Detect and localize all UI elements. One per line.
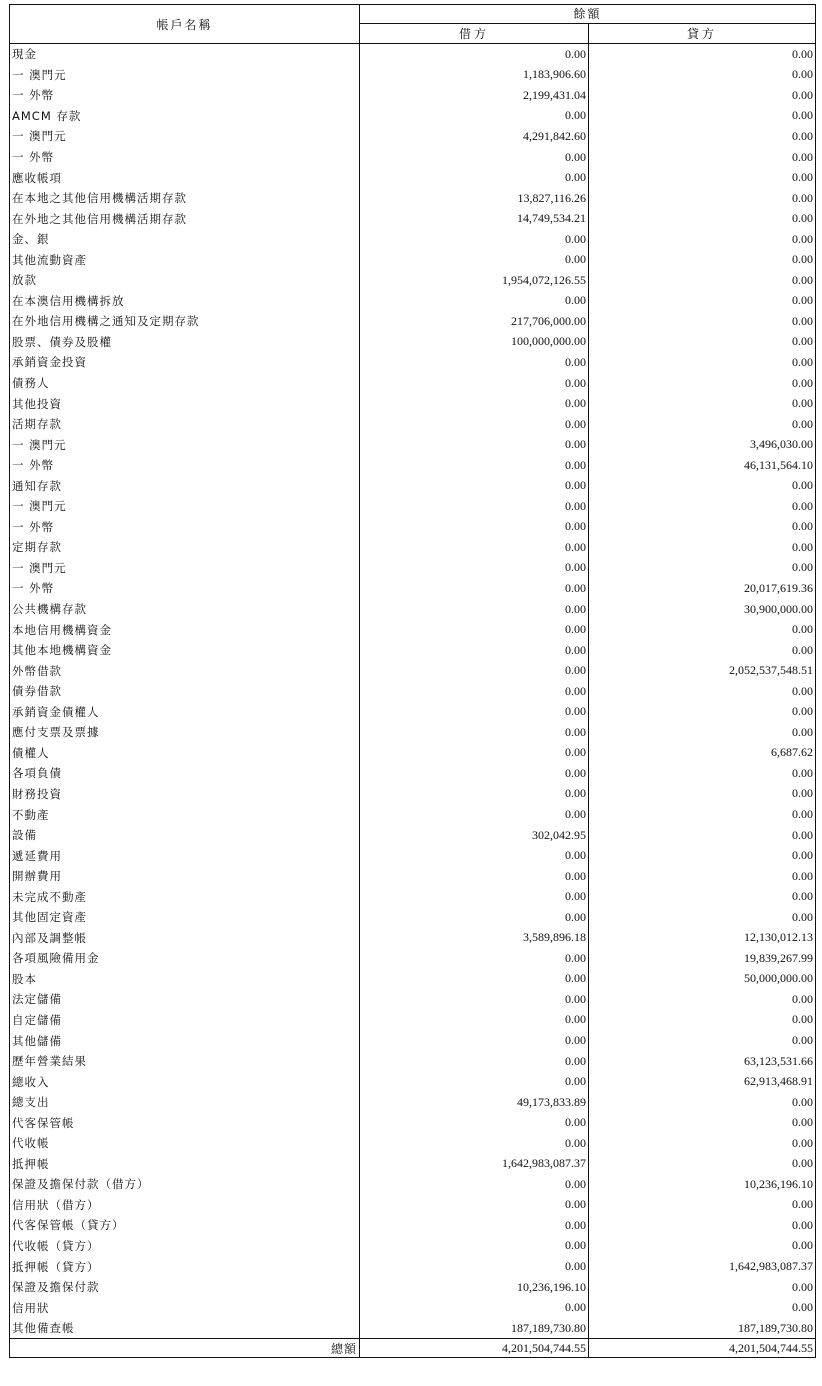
credit-value: 0.00: [589, 65, 816, 86]
credit-value: 0.00: [589, 517, 816, 538]
debit-value: 0.00: [360, 681, 589, 702]
credit-value: 0.00: [589, 373, 816, 394]
debit-value: 0.00: [360, 763, 589, 784]
credit-value: 3,496,030.00: [589, 434, 816, 455]
credit-value: 0.00: [589, 907, 816, 928]
debit-value: 1,642,983,087.37: [360, 1154, 589, 1175]
credit-value: 0.00: [589, 1277, 816, 1298]
account-name: 代收帳（貸方）: [10, 1236, 360, 1257]
account-name: 自定儲備: [10, 1010, 360, 1031]
debit-value: 0.00: [360, 167, 589, 188]
credit-value: 6,687.62: [589, 743, 816, 764]
table-row: [10, 455, 816, 476]
debit-value: 0.00: [360, 640, 589, 661]
debit-value: 0.00: [360, 44, 589, 65]
table-row: [10, 188, 816, 209]
credit-value: 50,000,000.00: [589, 969, 816, 990]
debit-value: 0.00: [360, 989, 589, 1010]
table-row: [10, 311, 816, 332]
debit-value: 14,749,534.21: [360, 208, 589, 229]
table-row: [10, 1318, 816, 1339]
table-row: [10, 619, 816, 640]
debit-value: 0.00: [360, 393, 589, 414]
account-name: 債務人: [10, 373, 360, 394]
account-name: 總收入: [10, 1071, 360, 1092]
credit-value: 12,130,012.13: [589, 928, 816, 949]
credit-value: 0.00: [589, 763, 816, 784]
account-name: 其他本地機構資金: [10, 640, 360, 661]
account-name: 應付支票及票據: [10, 722, 360, 743]
totals-row: [10, 1339, 816, 1358]
account-name: 設備: [10, 825, 360, 846]
table-row: [10, 743, 816, 764]
account-name: 其他備查帳: [10, 1318, 360, 1339]
debit-value: 0.00: [360, 249, 589, 270]
account-name: 在外地之其他信用機構活期存款: [10, 208, 360, 229]
account-name: 活期存款: [10, 414, 360, 435]
debit-value: 0.00: [360, 1297, 589, 1318]
credit-value: 0.00: [589, 352, 816, 373]
account-name: 未完成不動產: [10, 886, 360, 907]
debit-value: 0.00: [360, 599, 589, 620]
account-name: AMCM 存款: [10, 106, 360, 127]
credit-value: 0.00: [589, 208, 816, 229]
debit-value: 10,236,196.10: [360, 1277, 589, 1298]
credit-value: 0.00: [589, 866, 816, 887]
credit-value: 0.00: [589, 537, 816, 558]
credit-value: 0.00: [589, 681, 816, 702]
debit-value: 0.00: [360, 743, 589, 764]
account-name: 歷年營業結果: [10, 1051, 360, 1072]
account-name: 一 外幣: [10, 517, 360, 538]
account-name: 一 外幣: [10, 455, 360, 476]
account-name: 抵押帳（貸方）: [10, 1256, 360, 1277]
debit-value: 0.00: [360, 1010, 589, 1031]
account-name: 放款: [10, 270, 360, 291]
account-name: 代收帳: [10, 1133, 360, 1154]
table-row: [10, 1030, 816, 1051]
debit-header: 借方: [360, 23, 589, 43]
account-name-header: 帳戶名稱: [10, 5, 360, 44]
debit-value: 0.00: [360, 845, 589, 866]
debit-value: 4,291,842.60: [360, 126, 589, 147]
table-row: [10, 640, 816, 661]
credit-value: 0.00: [589, 85, 816, 106]
account-name: 一 澳門元: [10, 558, 360, 579]
table-row: [10, 681, 816, 702]
debit-value: 0.00: [360, 537, 589, 558]
debit-value: 0.00: [360, 866, 589, 887]
table-row: [10, 866, 816, 887]
debit-value: 0.00: [360, 147, 589, 168]
account-name: 抵押帳: [10, 1154, 360, 1175]
debit-value: 0.00: [360, 886, 589, 907]
debit-value: 302,042.95: [360, 825, 589, 846]
table-row: [10, 208, 816, 229]
table-row: [10, 1010, 816, 1031]
debit-value: 0.00: [360, 784, 589, 805]
debit-value: 0.00: [360, 106, 589, 127]
credit-value: 0.00: [589, 886, 816, 907]
table-row: [10, 517, 816, 538]
table-row: [10, 414, 816, 435]
account-name: 應收帳項: [10, 167, 360, 188]
table-row: [10, 65, 816, 86]
debit-value: 49,173,833.89: [360, 1092, 589, 1113]
account-name: 外幣借款: [10, 660, 360, 681]
credit-value: 0.00: [589, 1297, 816, 1318]
credit-header: 貸方: [589, 23, 816, 43]
credit-value: 0.00: [589, 126, 816, 147]
table-row: [10, 1195, 816, 1216]
credit-value: 0.00: [589, 1215, 816, 1236]
debit-value: 0.00: [360, 1112, 589, 1133]
credit-value: 0.00: [589, 229, 816, 250]
credit-value: 0.00: [589, 784, 816, 805]
table-row: [10, 291, 816, 312]
debit-value: 0.00: [360, 948, 589, 969]
credit-value: 0.00: [589, 804, 816, 825]
credit-value: 0.00: [589, 393, 816, 414]
account-name: 各項負債: [10, 763, 360, 784]
table-row: [10, 270, 816, 291]
credit-value: 0.00: [589, 332, 816, 353]
table-row: [10, 229, 816, 250]
table-row: [10, 1174, 816, 1195]
account-name: 不動產: [10, 804, 360, 825]
credit-value: 63,123,531.66: [589, 1051, 816, 1072]
table-row: [10, 1051, 816, 1072]
table-row: [10, 907, 816, 928]
table-row: [10, 126, 816, 147]
credit-value: 0.00: [589, 311, 816, 332]
table-row: [10, 1071, 816, 1092]
account-name: 股本: [10, 969, 360, 990]
credit-value: 0.00: [589, 558, 816, 579]
account-name: 法定儲備: [10, 989, 360, 1010]
debit-value: 0.00: [360, 1051, 589, 1072]
account-name: 其他儲備: [10, 1030, 360, 1051]
credit-value: 0.00: [589, 291, 816, 312]
table-row: [10, 948, 816, 969]
credit-value: 0.00: [589, 1195, 816, 1216]
debit-value: 0.00: [360, 969, 589, 990]
credit-value: 0.00: [589, 702, 816, 723]
account-name: 一 澳門元: [10, 434, 360, 455]
debit-value: 217,706,000.00: [360, 311, 589, 332]
account-name: 代客保管帳: [10, 1112, 360, 1133]
credit-value: 0.00: [589, 989, 816, 1010]
credit-value: 0.00: [589, 1236, 816, 1257]
debit-value: 0.00: [360, 722, 589, 743]
account-name: 現金: [10, 44, 360, 65]
account-name: 在外地信用機構之通知及定期存款: [10, 311, 360, 332]
table-row: [10, 578, 816, 599]
table-row: [10, 702, 816, 723]
table-row: [10, 599, 816, 620]
debit-value: 0.00: [360, 660, 589, 681]
table-row: [10, 989, 816, 1010]
account-name: 一 澳門元: [10, 65, 360, 86]
totals-debit: 4,201,504,744.55: [360, 1339, 589, 1358]
debit-value: 0.00: [360, 455, 589, 476]
credit-value: 0.00: [589, 722, 816, 743]
account-name: 各項風險備用金: [10, 948, 360, 969]
credit-value: 0.00: [589, 640, 816, 661]
trial-balance-table: [9, 4, 816, 1358]
credit-value: 0.00: [589, 619, 816, 640]
account-name: 一 澳門元: [10, 496, 360, 517]
table-row: [10, 1112, 816, 1133]
credit-value: 0.00: [589, 188, 816, 209]
credit-value: 46,131,564.10: [589, 455, 816, 476]
debit-value: 0.00: [360, 1071, 589, 1092]
debit-value: 0.00: [360, 414, 589, 435]
account-name: 公共機構存款: [10, 599, 360, 620]
credit-value: 0.00: [589, 475, 816, 496]
account-name: 股票、債券及股權: [10, 332, 360, 353]
table-row: [10, 1256, 816, 1277]
debit-value: 0.00: [360, 907, 589, 928]
account-name: 其他流動資產: [10, 249, 360, 270]
table-row: [10, 434, 816, 455]
table-row: [10, 722, 816, 743]
table-row: [10, 1133, 816, 1154]
table-row: [10, 886, 816, 907]
debit-value: 100,000,000.00: [360, 332, 589, 353]
table-row: [10, 825, 816, 846]
table-row: [10, 1215, 816, 1236]
account-name: 在本澳信用機構拆放: [10, 291, 360, 312]
table-row: [10, 928, 816, 949]
credit-value: 10,236,196.10: [589, 1174, 816, 1195]
debit-value: 0.00: [360, 702, 589, 723]
table-row: [10, 558, 816, 579]
table-row: [10, 660, 816, 681]
table-row: [10, 352, 816, 373]
debit-value: 0.00: [360, 352, 589, 373]
table-row: [10, 784, 816, 805]
credit-value: 0.00: [589, 1133, 816, 1154]
credit-value: 0.00: [589, 1154, 816, 1175]
credit-value: 1,642,983,087.37: [589, 1256, 816, 1277]
debit-value: 187,189,730.80: [360, 1318, 589, 1339]
table-row: [10, 332, 816, 353]
table-row: [10, 804, 816, 825]
account-name: 債權人: [10, 743, 360, 764]
table-row: [10, 763, 816, 784]
table-row: [10, 44, 816, 65]
table-row: [10, 1236, 816, 1257]
balance-header: 餘額: [360, 5, 816, 24]
debit-value: 0.00: [360, 1174, 589, 1195]
table-row: [10, 537, 816, 558]
debit-value: 0.00: [360, 434, 589, 455]
table-row: [10, 249, 816, 270]
table-row: [10, 373, 816, 394]
account-name: 信用狀（借方）: [10, 1195, 360, 1216]
debit-value: 0.00: [360, 1215, 589, 1236]
account-name: 一 澳門元: [10, 126, 360, 147]
table-row: [10, 1092, 816, 1113]
credit-value: 19,839,267.99: [589, 948, 816, 969]
debit-value: 0.00: [360, 578, 589, 599]
account-name: 一 外幣: [10, 147, 360, 168]
credit-value: 62,913,468.91: [589, 1071, 816, 1092]
credit-value: 0.00: [589, 44, 816, 65]
credit-value: 0.00: [589, 496, 816, 517]
table-row: [10, 85, 816, 106]
debit-value: 1,954,072,126.55: [360, 270, 589, 291]
totals-label: 總額: [10, 1339, 360, 1358]
account-name: 承銷資金投資: [10, 352, 360, 373]
credit-value: 0.00: [589, 106, 816, 127]
debit-value: 13,827,116.26: [360, 188, 589, 209]
account-name: 金、銀: [10, 229, 360, 250]
account-name: 信用狀: [10, 1297, 360, 1318]
debit-value: 0.00: [360, 1236, 589, 1257]
debit-value: 0.00: [360, 291, 589, 312]
debit-value: 0.00: [360, 1195, 589, 1216]
debit-value: 0.00: [360, 619, 589, 640]
account-name: 總支出: [10, 1092, 360, 1113]
debit-value: 0.00: [360, 475, 589, 496]
debit-value: 0.00: [360, 496, 589, 517]
debit-value: 0.00: [360, 1133, 589, 1154]
account-name: 財務投資: [10, 784, 360, 805]
account-name: 開辦費用: [10, 866, 360, 887]
account-name: 一 外幣: [10, 85, 360, 106]
debit-value: 0.00: [360, 804, 589, 825]
debit-value: 2,199,431.04: [360, 85, 589, 106]
credit-value: 0.00: [589, 825, 816, 846]
account-name: 內部及調整帳: [10, 928, 360, 949]
credit-value: 0.00: [589, 1010, 816, 1031]
credit-value: 0.00: [589, 1112, 816, 1133]
table-row: [10, 969, 816, 990]
account-name: 保證及擔保付款: [10, 1277, 360, 1298]
credit-value: 0.00: [589, 414, 816, 435]
debit-value: 0.00: [360, 1256, 589, 1277]
credit-value: 0.00: [589, 270, 816, 291]
account-name: 其他投資: [10, 393, 360, 414]
totals-credit: 4,201,504,744.55: [589, 1339, 816, 1358]
credit-value: 0.00: [589, 1092, 816, 1113]
table-row: [10, 845, 816, 866]
account-name: 承銷資金債權人: [10, 702, 360, 723]
credit-value: 2,052,537,548.51: [589, 660, 816, 681]
credit-value: 30,900,000.00: [589, 599, 816, 620]
account-name: 保證及擔保付款（借方）: [10, 1174, 360, 1195]
debit-value: 3,589,896.18: [360, 928, 589, 949]
table-row: [10, 496, 816, 517]
credit-value: 0.00: [589, 249, 816, 270]
account-name: 債券借款: [10, 681, 360, 702]
debit-value: 0.00: [360, 229, 589, 250]
debit-value: 0.00: [360, 558, 589, 579]
credit-value: 0.00: [589, 147, 816, 168]
table-row: [10, 393, 816, 414]
credit-value: 0.00: [589, 167, 816, 188]
account-name: 本地信用機構資金: [10, 619, 360, 640]
table-row: [10, 1277, 816, 1298]
credit-value: 0.00: [589, 1030, 816, 1051]
debit-value: 1,183,906.60: [360, 65, 589, 86]
credit-value: 0.00: [589, 845, 816, 866]
table-row: [10, 475, 816, 496]
table-row: [10, 1297, 816, 1318]
credit-value: 20,017,619.36: [589, 578, 816, 599]
account-name: 其他固定資產: [10, 907, 360, 928]
table-row: [10, 1154, 816, 1175]
table-row: [10, 147, 816, 168]
account-name: 在本地之其他信用機構活期存款: [10, 188, 360, 209]
debit-value: 0.00: [360, 373, 589, 394]
debit-value: 0.00: [360, 1030, 589, 1051]
account-name: 定期存款: [10, 537, 360, 558]
debit-value: 0.00: [360, 517, 589, 538]
account-name: 一 外幣: [10, 578, 360, 599]
account-rows: [10, 44, 816, 1339]
account-name: 代客保管帳（貸方）: [10, 1215, 360, 1236]
credit-value: 187,189,730.80: [589, 1318, 816, 1339]
table-row: [10, 106, 816, 127]
account-name: 遞延費用: [10, 845, 360, 866]
table-row: [10, 167, 816, 188]
account-name: 通知存款: [10, 475, 360, 496]
